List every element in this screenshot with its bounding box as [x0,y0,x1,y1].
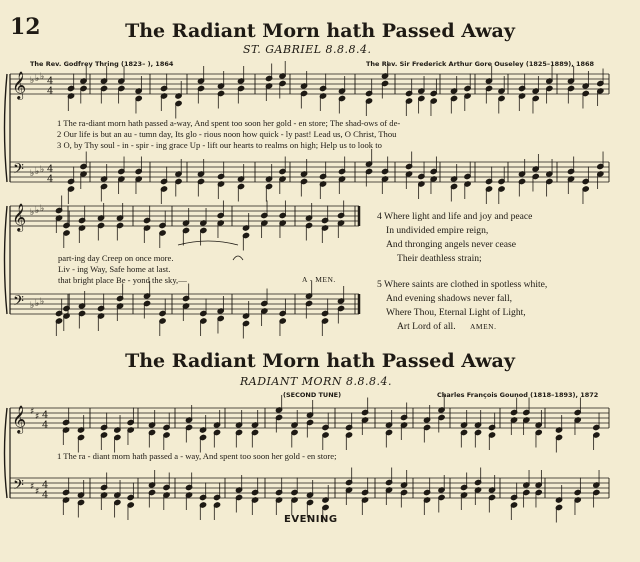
composer-credit: The Rev. Sir Frederick Arthur Gore Ouseley (1825–1889), 1868 [366,60,595,68]
key-signature: ♭ [35,299,40,309]
system-brace [5,408,8,498]
key-signature: ♭ [35,74,40,84]
treble-clef: 𝄞 [12,405,27,433]
slur [233,256,243,260]
hymn-title: The Radiant Morn hath Passed Away [125,350,515,372]
lyric-line: 3 O, by Thy soul - in - spir - ing grace Up - lift our hearts to realms on high; Help us to look to [57,140,382,150]
key-signature: ♭ [30,76,35,86]
stanza-line: Their deathless strain; [397,253,482,264]
key-signature: ♯ [35,487,40,497]
slur [178,241,238,245]
lyric-line: 2 Our life is but an au - tumn day, Its glo - rious noon how quick - ly past! Lead us, O Christ, Thou [57,129,397,139]
composer-credit: Charles François Gounod (1818–1893), 1872 [437,391,599,399]
stanza-line: And evening shadows never fall, [386,293,513,304]
bass-clef: 𝄢 [13,161,24,181]
key-signature: ♭ [30,169,35,179]
tune-name: RADIANT MORN 8.8.8.4. [240,375,392,388]
key-signature: ♯ [30,407,35,417]
hymn-title: The Radiant Morn hath Passed Away [125,20,515,42]
lyric-line: part-ing day Creep on once more. [58,253,174,263]
key-signature: ♭ [35,206,40,216]
stanza-line: And thronging angels never cease [386,239,517,250]
time-signature: 4 [47,174,54,185]
page-number: 12 [10,14,41,40]
lyric-line: 1 The ra-diant morn hath passed a-way, And spent too soon her gold - en store; The shad-ows of de- [57,118,401,128]
author-credit: The Rev. Godfrey Thring (1823– ), 1864 [30,60,174,68]
key-signature: ♭ [40,297,45,307]
tune-name: ST. GABRIEL 8.8.8.4. [243,43,372,56]
bass-clef: 𝄢 [13,293,24,313]
section-caption: EVENING [284,514,338,525]
time-signature: 4 [42,480,49,491]
key-signature: ♭ [35,167,40,177]
key-signature: ♯ [35,412,40,422]
key-signature: ♭ [40,204,45,214]
lyric-line: 1 The ra - diant morn hath passed a - way, And spent too soon her gold - en store; [57,451,337,461]
key-signature: ♭ [30,208,35,218]
key-signature: ♯ [30,482,35,492]
time-signature: 4 [42,490,49,501]
amen-label: A - MEN. [302,275,336,284]
amen-label: AMEN. [470,322,497,331]
treble-clef: 𝄞 [12,203,27,231]
system-brace [5,206,8,314]
stanza-line: Where Thou, Eternal Light of Light, [386,307,526,318]
time-signature: 4 [47,76,54,87]
stanza-line: 4 Where light and life and joy and peace [377,211,533,222]
bass-clef: 𝄢 [13,477,24,497]
lyric-line: Liv - ing Way, Safe home at last. [58,264,171,274]
treble-clef: 𝄞 [12,71,27,99]
time-signature: 4 [42,410,49,421]
stanza-line: Art Lord of all. [397,321,456,332]
time-signature: 4 [47,164,54,175]
stanza-line: 5 Where saints are clothed in spotless white, [377,279,548,290]
time-signature: 4 [42,420,49,431]
time-signature: 4 [47,86,54,97]
key-signature: ♭ [30,301,35,311]
system-brace [5,74,8,182]
key-signature: ♭ [40,72,45,82]
key-signature: ♭ [40,165,45,175]
stanza-line: In undivided empire reign, [386,225,489,236]
second-tune-label: (SECOND TUNE) [283,391,342,399]
lyric-line: that bright place Be - yond the sky,— [58,275,187,285]
